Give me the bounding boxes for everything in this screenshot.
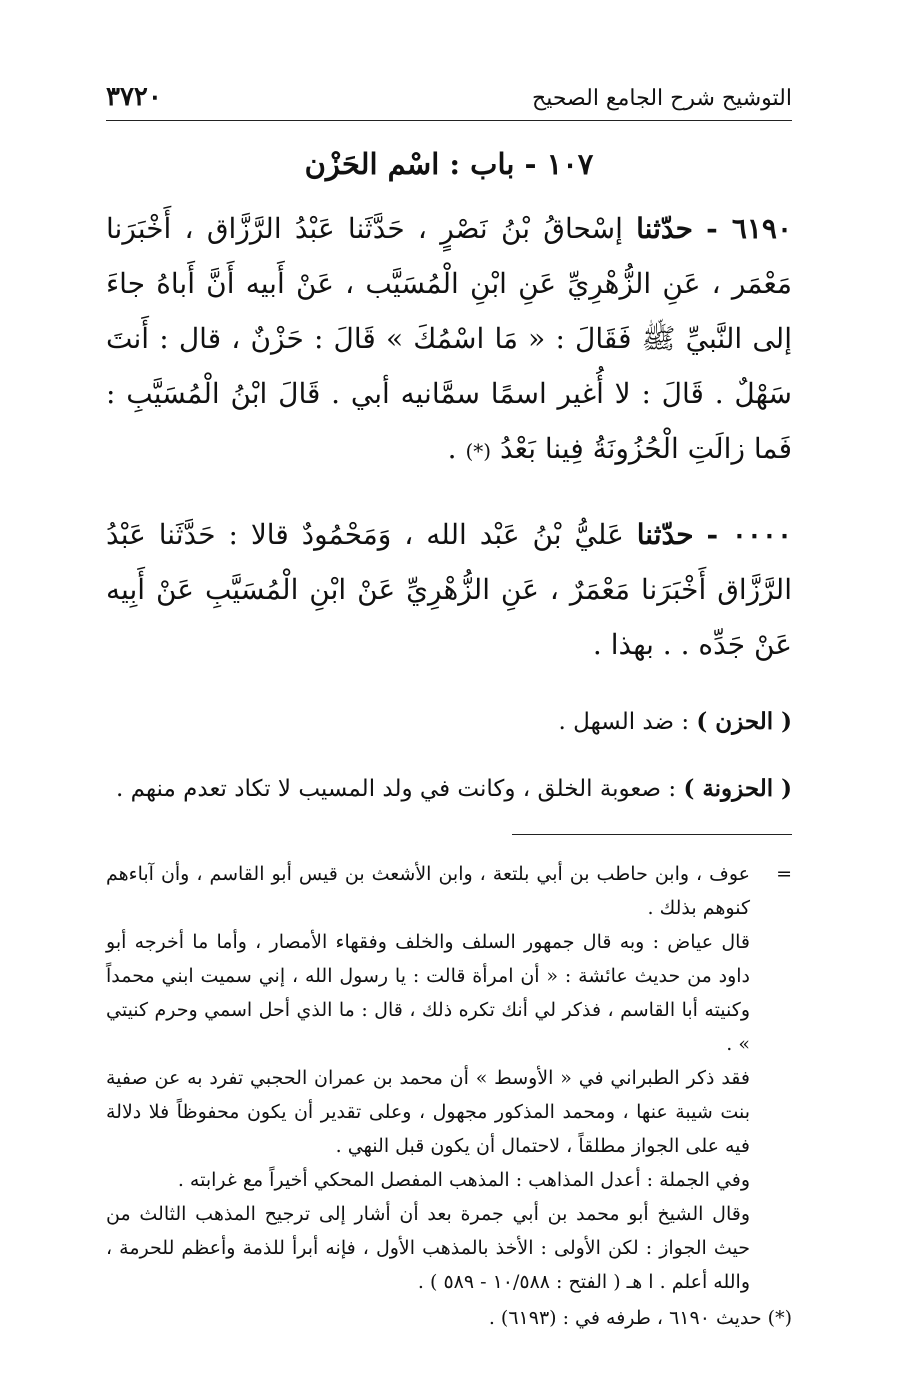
gloss-huzuna [106,767,792,811]
star-footnote: (*) حديث ٦١٩٠ ، طرفه في : (٦١٩٣) . [488,1307,792,1329]
hadith-0000 [106,507,792,672]
running-title: التوشيح شرح الجامع الصحيح [532,86,792,111]
gloss-text: : صعوبة الخلق ، وكانت في ولد المسيب لا تكاد تعدم منهم . [116,776,684,802]
chapter-heading: ١٠٧ - باب : اسْم الحَزْن [304,147,594,181]
footnote-paragraph: فقد ذكر الطبراني في « الأوسط » أن محمد بن عمران الحجبي تفرد به عن صفية بنت شيبة عنها ، ومحمد المذكور مجهول ، وعلى تقدير أن يكون محفوظاً فلا دلالة فيه على الجواز مطلقاً ، لاحتمال أن يكون قبل النهي . [106,1067,750,1157]
gloss-term: ( الحزن ) [696,708,792,735]
book-page [106,80,792,1340]
footnote-paragraph: وفي الجملة : أعدل المذاهب : المذهب المفصل المحكي أخيراً مع غرابته . [177,1169,750,1191]
hadith-text: عَليُّ بْنُ عَبْد الله ، وَمَحْمُودٌ قالا : حَدَّثَنا عَبْدُ الرَّزَّاق أَخْبَرَنا مَعْمَرٌ ، عَنِ الزُّهْرِيِّ عَنْ ابْنِ الْمُسَيَّبِ عَنْ أَبِيه عَنْ جَدِّه . . بهذا . [106,518,792,661]
gloss-hazn [106,700,792,744]
gloss-text: : ضد السهل . [558,709,697,735]
hadith-6190 [106,201,792,479]
continuation-mark: = [776,863,792,885]
footnote-divider [512,834,792,835]
running-header [106,80,792,121]
gloss-term: ( الحزونة ) [683,775,792,802]
footnote-paragraph: وقال الشيخ أبو محمد بن أبي جمرة بعد أن أشار إلى ترجيح المذهب الثالث من حيث الجواز : لكن الأولى : الأخذ بالمذهب الأول ، فإنه أبرأ للذمة وأعظم للحرمة ، والله أعلم . ا هـ ( الفتح : ١٠/٥٨٨ - ٥٨٩ ) . [106,1203,750,1293]
footnotes [106,857,792,1335]
hadith-end: . [447,432,466,465]
footnote-ref: (*) [465,439,492,463]
hadith-number: ٦١٩٠ - [706,212,792,245]
footnote-paragraph: عوف ، وابن حاطب بن أبي بلتعة ، وابن الأشعث بن قيس أبو القاسم ، وأن آباءهم كنوهم بذلك . [106,863,750,919]
page-number: ٣٧٢٠ [106,82,162,112]
hadith-lead: حدّثنا [636,518,694,551]
hadith-number: ٠٠٠٠ - [706,518,792,551]
hadith-text: إسْحاقُ بْنُ نَصْرٍ ، حَدَّثَنا عَبْدُ الرَّزَّاق ، أَخْبَرَنا مَعْمَر ، عَنِ الزُّهْرِيِّ عَنِ ابْنِ الْمُسَيَّب ، عَنْ أَبيه أَنَّ أَباهُ جاءَ إلى النَّبيِّ ﷺ فَقَالَ : « مَا اسْمُكَ » قَالَ : حَزْنٌ ، قال : أَنتَ سَهْلٌ . قَالَ : لا أُغير اسمًا سمَّانيه أبي . قَالَ ابْنُ الْمُسَيَّبِ : فَما زالَتِ الْحُزُونَةُ فِينا بَعْدُ [106,212,792,465]
footnote-paragraph: قال عياض : وبه قال جمهور السلف والخلف وفقهاء الأمصار ، وأما ما أخرجه أبو داود من حديث عائشة : « أن امرأة قالت : يا رسول الله ، إني سميت ابني محمداً وكنيته أبا القاسم ، فذكر لي أنك تكره ذلك ، قال : ما الذي أحل اسمي وحرم كنيتي » . [106,931,750,1055]
hadith-lead: حدّثنا [636,212,693,245]
